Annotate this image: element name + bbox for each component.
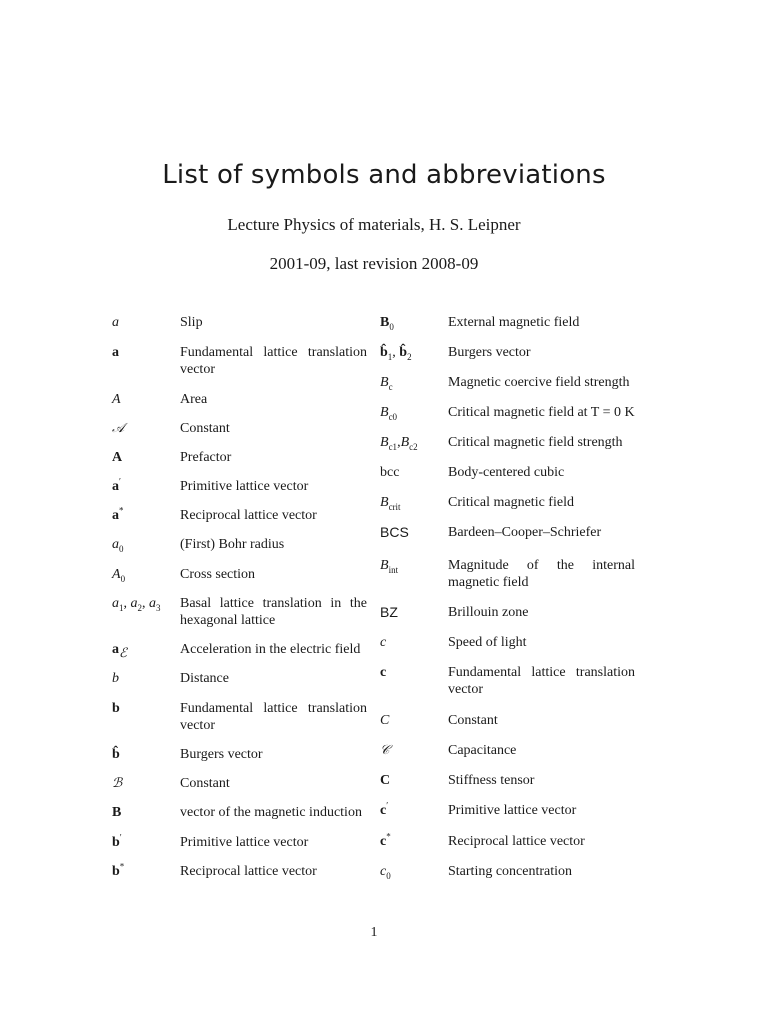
symbol-description: Capacitance [448,743,517,758]
symbol: a [112,345,119,360]
symbol: ℬ [112,776,123,791]
symbol-description: Primitive lattice vector [180,835,309,850]
symbol: b [112,671,119,686]
symbol: b′ [112,832,122,850]
symbol-description: Constant [180,421,230,436]
symbol: B [112,805,122,820]
symbol: A [112,392,121,407]
symbol-description: Starting concentration [448,864,573,879]
symbol: 𝒜 [112,421,125,436]
document-dates: 2001-09, last revision 2008-09 [269,254,479,273]
page-number: 1 [370,925,378,940]
symbol: c [380,665,387,680]
symbol-description: Critical magnetic field strength [448,435,623,450]
symbol-description: Reciprocal lattice vector [448,834,585,849]
symbol: a [112,315,119,330]
symbol-description: Primitive lattice vector [448,803,577,818]
symbol-description: Magnitude of the internal magnetic field [448,558,635,590]
symbol: $A_0$ [112,567,126,584]
symbol: $B_{c0}$ [380,405,398,422]
symbol: c* [380,831,391,849]
symbol: b̂ [112,747,120,762]
symbol: $B_0$ [380,315,394,332]
symbol: $B_{int}$ [380,558,399,575]
symbol: $B_{crit}$ [380,495,401,512]
symbol-description: Magnetic coercive field strength [448,375,630,390]
symbol-description: Critical magnetic field at T = 0 K [448,405,635,420]
symbol: 𝒞 [380,743,390,758]
symbol-description: Area [180,392,208,407]
symbol-description: Stiffness tensor [448,773,535,788]
symbol: $B_c$ [380,375,393,392]
symbol: a′ [112,476,121,494]
symbol-description: Fundamental lattice translation vector [448,665,635,697]
symbol-description: Cross section [180,567,256,582]
symbol-description: Distance [180,671,229,686]
symbol-description: Critical magnetic field [448,495,574,510]
symbol-description: Constant [448,713,498,728]
symbol-description: Burgers vector [180,747,263,762]
symbol: $c_0$ [380,864,391,881]
symbol: a* [112,505,124,523]
symbol-description: Reciprocal lattice vector [180,508,317,523]
symbol: c′ [380,800,389,818]
document-subtitle: Lecture Physics of materials, H. S. Leipner [227,215,521,234]
symbol-description: Fundamental lattice translation vector [180,345,367,377]
symbol: bcc [380,465,400,480]
symbol: $b̂_1$, $b̂_2$ [380,345,412,362]
symbol-description: vector of the magnetic induction [180,805,362,820]
symbol-description: Bardeen–Cooper–Schriefer [448,525,602,540]
symbol: b* [112,861,125,879]
symbol-description: Basal lattice translation in the hexagonal lattice [180,596,367,628]
symbol: c [380,635,387,650]
symbol: C [380,773,391,788]
symbol-description: Slip [180,315,203,330]
symbol-description: Acceleration in the electric field [180,642,361,657]
symbol: $a_0$ [112,537,124,554]
symbol: $B_{c1},B_{c2}$ [380,435,418,452]
document-title: List of symbols and abbreviations [162,160,606,190]
symbol-description: (First) Bohr radius [180,537,285,552]
symbol-description: External magnetic field [448,315,580,330]
symbol-description: Burgers vector [448,345,531,360]
symbol: BCS [380,524,409,540]
symbol-description: Primitive lattice vector [180,479,309,494]
symbol-description: Speed of light [448,635,527,650]
symbol: A [112,450,123,465]
symbol: b [112,701,120,716]
symbol-description: Body-centered cubic [448,465,565,480]
symbol: $a_1$, $a_2$, $a_3$ [112,596,161,613]
symbol-description: Constant [180,776,230,791]
symbol-description: Reciprocal lattice vector [180,864,317,879]
symbol-description: Fundamental lattice translation vector [180,701,367,733]
symbol: $a_ℰ$ [112,642,127,661]
symbol-description: Prefactor [180,450,232,465]
symbol: BZ [380,604,398,620]
symbol: C [380,713,390,728]
symbol-description: Brillouin zone [448,605,529,620]
